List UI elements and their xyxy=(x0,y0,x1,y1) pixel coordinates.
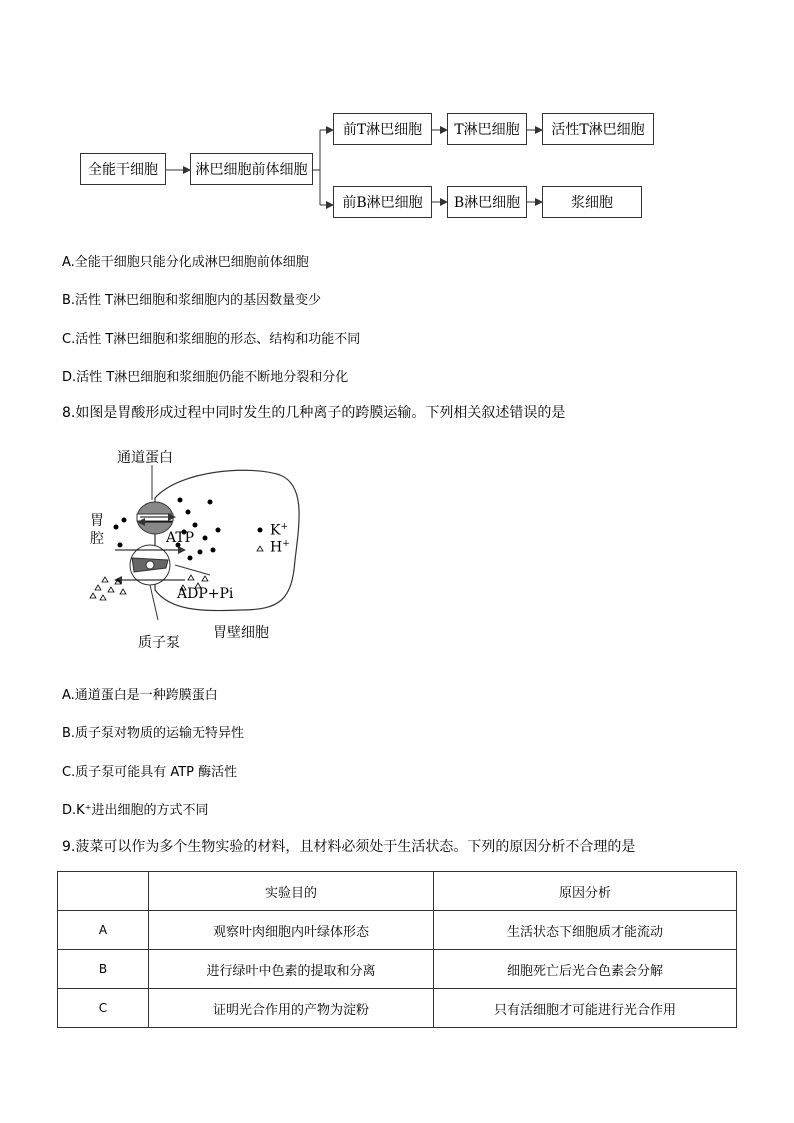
q7-option-b: B.活性 T淋巴细胞和浆细胞内的基因数量变少 xyxy=(62,293,322,308)
table-cell: 生活状态下细胞质才能流动 xyxy=(434,911,737,950)
table-cell: 进行绿叶中色素的提取和分离 xyxy=(149,950,434,989)
table-cell: 观察叶肉细胞内叶绿体形态 xyxy=(149,911,434,950)
q8-option-d: D.K⁺进出细胞的方式不同 xyxy=(62,803,209,818)
label-parietal-cell: 胃壁细胞 xyxy=(213,625,269,641)
flow-active-t-cell: 活性T淋巴细胞 xyxy=(542,113,654,145)
table-cell: B xyxy=(58,950,149,989)
legend-k-ion xyxy=(270,522,288,539)
q8-option-c: C.质子泵可能具有 ATP 酶活性 xyxy=(62,765,238,780)
label-proton-pump: 质子泵 xyxy=(138,635,180,651)
flow-pre-b-cell: 前B淋巴细胞 xyxy=(333,186,432,218)
q8-stem: 8.如图是胃酸形成过程中同时发生的几种离子的跨膜运输。下列相关叙述错误的是 xyxy=(62,405,566,421)
q7-option-a: A.全能干细胞只能分化成淋巴细胞前体细胞 xyxy=(62,255,309,270)
q7-option-d: D.活性 T淋巴细胞和浆细胞仍能不断地分裂和分化 xyxy=(62,370,349,385)
flow-precursor-cell: 淋巴细胞前体细胞 xyxy=(190,153,313,185)
flow-b-cell: B淋巴细胞 xyxy=(447,186,527,218)
table-cell: 证明光合作用的产物为淀粉 xyxy=(149,989,434,1028)
q7-option-c: C.活性 T淋巴细胞和浆细胞的形态、结构和功能不同 xyxy=(62,332,361,347)
flow-t-cell: T淋巴细胞 xyxy=(447,113,527,145)
table-cell: 细胞死亡后光合色素会分解 xyxy=(434,950,737,989)
flow-stem-cell: 全能干细胞 xyxy=(80,153,166,185)
label-cavity-1: 胃 xyxy=(90,513,104,529)
table-cell: C xyxy=(58,989,149,1028)
header-cell xyxy=(58,872,149,911)
q9-table xyxy=(57,871,737,1028)
table-header-row xyxy=(58,872,737,911)
table-row xyxy=(58,911,737,950)
table-row xyxy=(58,989,737,1028)
k-symbol: K xyxy=(270,522,281,539)
q9-stem: 9.菠菜可以作为多个生物实验的材料，且材料必须处于生活状态。下列的原因分析不合理的是 xyxy=(62,839,636,855)
q8-option-b: B.质子泵对物质的运输无特异性 xyxy=(62,726,245,741)
h-charge: + xyxy=(282,539,290,549)
label-adp-pi: ADP+Pi xyxy=(177,586,234,602)
table-row xyxy=(58,950,737,989)
header-cell: 实验目的 xyxy=(149,872,434,911)
h-symbol: H xyxy=(270,539,283,556)
table-cell: 只有活细胞才可能进行光合作用 xyxy=(434,989,737,1028)
label-cavity-2: 腔 xyxy=(90,531,104,547)
k-charge: + xyxy=(280,522,289,532)
header-cell: 原因分析 xyxy=(434,872,737,911)
table-cell: A xyxy=(58,911,149,950)
label-channel-protein: 通道蛋白 xyxy=(117,450,173,466)
label-atp: ATP xyxy=(166,530,195,546)
flow-plasma-cell: 浆细胞 xyxy=(542,186,642,218)
flow-pre-t-cell: 前T淋巴细胞 xyxy=(333,113,432,145)
q8-option-a: A.通道蛋白是一种跨膜蛋白 xyxy=(62,688,218,703)
legend-h-ion xyxy=(270,539,290,556)
